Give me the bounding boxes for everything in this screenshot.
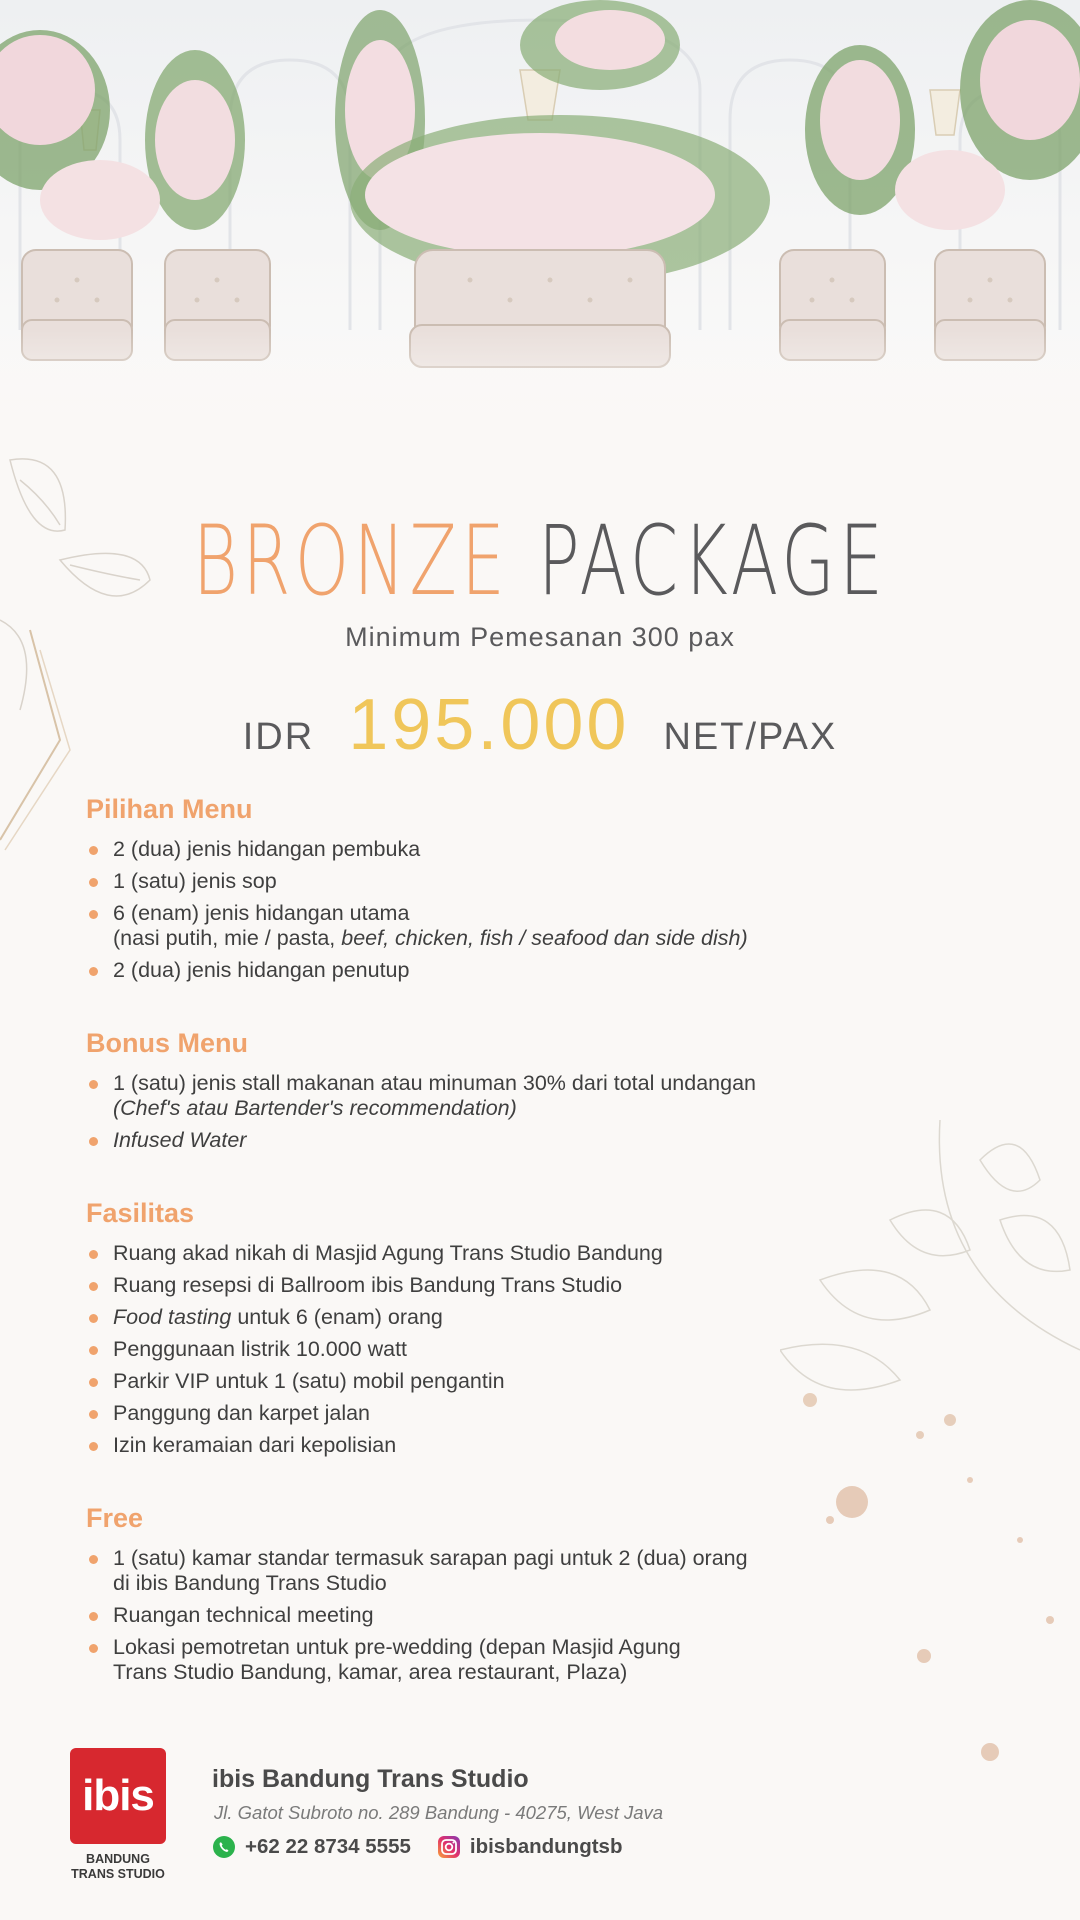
instagram-handle: ibisbandungtsb <box>469 1835 623 1858</box>
list-item: Food tasting untuk 6 (enam) orang <box>86 1305 906 1330</box>
list-item: Ruangan technical meeting <box>86 1603 906 1628</box>
instagram-icon <box>437 1835 461 1859</box>
price-unit: NET/PAX <box>663 716 838 758</box>
instagram-contact[interactable] <box>437 1835 623 1859</box>
logo-subtitle: BANDUNG TRANS STUDIO <box>71 1852 165 1881</box>
minimum-order: Minimum Pemesanan 300 pax <box>345 622 735 652</box>
hero-fade <box>0 330 1080 430</box>
price-value: 195.000 <box>348 685 630 765</box>
list-item: Ruang resepsi di Ballroom ibis Bandung Trans Studio <box>86 1273 906 1298</box>
section-free <box>86 1503 906 1692</box>
list-item: Infused Water <box>86 1128 906 1153</box>
list-item: Izin keramaian dari kepolisian <box>86 1433 906 1458</box>
hero-photo <box>0 0 1080 430</box>
list-item: Penggunaan listrik 10.000 watt <box>86 1337 906 1362</box>
title-rest: PACKAGE <box>537 505 888 617</box>
contact-row <box>212 1832 622 1862</box>
ibis-logo <box>70 1748 166 1844</box>
package-title <box>151 505 929 617</box>
list-item: 2 (dua) jenis hidangan penutup <box>86 958 906 983</box>
list-item: 6 (enam) jenis hidangan utama (nasi putih, mie / pasta, beef, chicken, fish / seafood dan side dish) <box>86 901 906 951</box>
bonus-list <box>86 1071 906 1153</box>
list-item: Parkir VIP untuk 1 (satu) mobil pengantin <box>86 1369 906 1394</box>
section-bonus <box>86 1028 906 1160</box>
list-item: 1 (satu) kamar standar termasuk sarapan pagi untuk 2 (dua) orang di ibis Bandung Trans Studio <box>86 1546 906 1596</box>
section-heading: Free <box>86 1503 144 1533</box>
phone-number: +62 22 8734 5555 <box>245 1835 411 1858</box>
list-item: Panggung dan karpet jalan <box>86 1401 906 1426</box>
price <box>0 684 1080 766</box>
fasilitas-list <box>86 1241 906 1458</box>
list-item: Lokasi pemotretan untuk pre-wedding (depan Masjid Agung Trans Studio Bandung, kamar, area restaurant, Plaza) <box>86 1635 906 1685</box>
list-item: 1 (satu) jenis stall makanan atau minuman 30% dari total undangan (Chef's atau Bartender's recommendation) <box>86 1071 906 1121</box>
title-highlight: BRONZE <box>192 505 510 617</box>
phone-contact[interactable] <box>212 1835 411 1859</box>
section-heading: Pilihan Menu <box>86 794 253 824</box>
price-currency: IDR <box>242 716 315 758</box>
list-item: 2 (dua) jenis hidangan pembuka <box>86 837 906 862</box>
hotel-address: Jl. Gatot Subroto no. 289 Bandung - 40275, West Java <box>214 1802 664 1823</box>
section-fasilitas <box>86 1198 906 1465</box>
whatsapp-icon <box>212 1835 236 1859</box>
section-heading: Fasilitas <box>86 1198 195 1228</box>
free-list <box>86 1546 906 1685</box>
section-heading: Bonus Menu <box>86 1028 248 1058</box>
list-item: Ruang akad nikah di Masjid Agung Trans Studio Bandung <box>86 1241 906 1266</box>
hotel-name: ibis Bandung Trans Studio <box>212 1765 529 1793</box>
logo-text: ibis <box>82 1771 154 1820</box>
section-menu <box>86 794 906 990</box>
list-item: 1 (satu) jenis sop <box>86 869 906 894</box>
menu-list <box>86 837 906 983</box>
